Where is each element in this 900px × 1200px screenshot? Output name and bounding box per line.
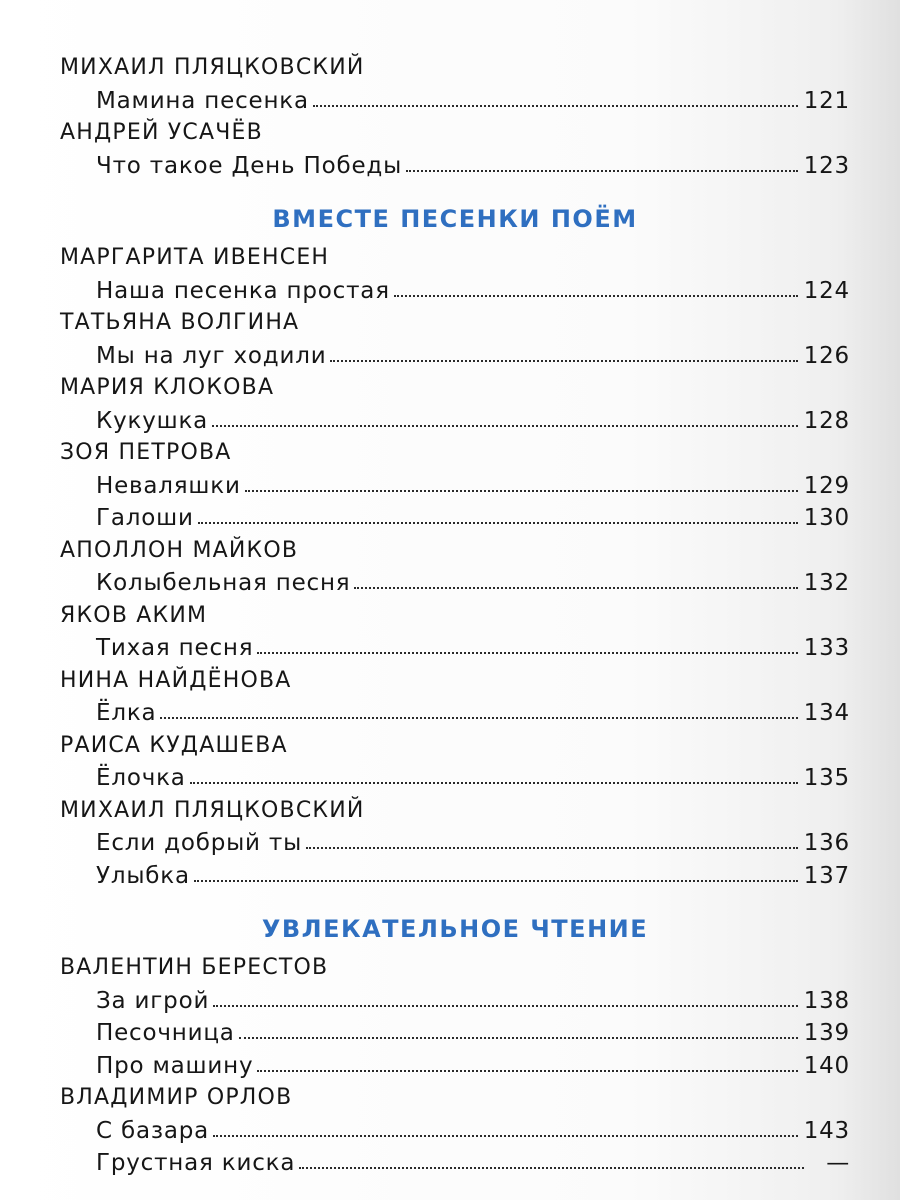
page-number: 132 [803, 570, 850, 596]
entry-title: Наша песенка простая [96, 277, 390, 304]
entry-title: Тихая песня [96, 635, 254, 661]
dot-leader [212, 425, 798, 427]
page-number: 139 [803, 1020, 850, 1046]
entry-title: Неваляшки [96, 472, 241, 499]
toc-entry [60, 860, 850, 893]
table-of-contents [60, 52, 850, 1180]
toc-entry [60, 502, 850, 535]
author-name: ЯКОВ АКИМ [60, 602, 208, 628]
entry-title: Колыбельная песня [96, 570, 351, 596]
dot-leader [239, 1037, 798, 1039]
dot-leader [313, 105, 798, 107]
section-heading: ВМЕСТЕ ПЕСЕНКИ ПОЁМ [272, 205, 638, 233]
dot-leader [160, 717, 797, 719]
page-number: 138 [803, 987, 850, 1014]
dot-leader [330, 360, 797, 362]
entry-title: Ёлка [96, 700, 157, 726]
dot-leader [194, 880, 798, 882]
page-number: 140 [803, 1052, 850, 1079]
dot-leader [406, 170, 798, 172]
toc-entry [60, 1115, 850, 1148]
dot-leader [306, 847, 798, 849]
dot-leader [299, 1167, 804, 1169]
author-name: ЗОЯ ПЕТРОВА [60, 440, 232, 465]
toc-entry [60, 150, 850, 183]
page-number: — [826, 1150, 850, 1176]
dot-leader [213, 1135, 798, 1137]
entry-title: Мы на луг ходили [96, 342, 327, 369]
entry-title: Что такое День Победы [96, 152, 403, 179]
page-number: 135 [803, 765, 850, 791]
toc-entry [60, 632, 850, 665]
toc-entry [60, 405, 850, 438]
author-name: ВАЛЕНТИН БЕРЕСТОВ [60, 955, 329, 980]
dot-leader [257, 652, 797, 654]
page-number: 130 [803, 505, 850, 531]
entry-title: Ёлочка [96, 765, 186, 791]
dot-leader [190, 782, 798, 784]
page-number: 128 [803, 407, 850, 434]
toc-entry [60, 340, 850, 373]
toc-entry [60, 567, 850, 600]
entry-title: Кукушка [96, 407, 209, 434]
author-name: АНДРЕЙ УСАЧЁВ [60, 120, 263, 145]
author-name: ВЛАДИМИР ОРЛОВ [60, 1085, 293, 1110]
toc-section [60, 196, 850, 892]
page-number: 121 [803, 87, 850, 114]
toc-entry [60, 985, 850, 1018]
entry-title: Улыбка [96, 862, 190, 889]
dot-leader [213, 1005, 797, 1007]
dot-leader [257, 1070, 797, 1072]
entry-title: Мамина песенка [96, 87, 309, 114]
entry-title: С базара [96, 1117, 210, 1144]
entry-title: Про машину [96, 1052, 254, 1079]
toc-entry [60, 697, 850, 730]
page-number: 136 [803, 830, 850, 856]
page-number: 126 [803, 342, 850, 369]
author-name: МАРИЯ КЛОКОВА [60, 375, 275, 400]
author-name: МИХАИЛ ПЛЯЦКОВСКИЙ [60, 55, 365, 80]
entry-title: За игрой [96, 987, 210, 1014]
toc-section [60, 906, 850, 1180]
author-name: РАИСА КУДАШЕВА [60, 732, 288, 758]
toc-entry [60, 275, 850, 308]
dot-leader [245, 490, 798, 492]
dot-leader [354, 587, 797, 589]
page-number: 134 [803, 700, 850, 726]
page-number: 124 [803, 277, 850, 304]
author-name: АПОЛЛОН МАЙКОВ [60, 537, 299, 563]
entry-title: Если добрый ты [96, 830, 303, 856]
toc-entry [60, 1050, 850, 1083]
toc-entry [60, 1147, 850, 1180]
dot-leader [198, 522, 798, 524]
toc-section [60, 52, 850, 182]
entry-title: Галоши [96, 505, 194, 531]
author-name: ТАТЬЯНА ВОЛГИНА [60, 310, 300, 335]
page-number: 143 [803, 1117, 850, 1144]
section-heading: УВЛЕКАТЕЛЬНОЕ ЧТЕНИЕ [261, 915, 649, 943]
page-number: 137 [803, 862, 850, 889]
author-name: НИНА НАЙДЁНОВА [60, 667, 292, 693]
author-name: МАРГАРИТА ИВЕНСЕН [60, 245, 330, 270]
toc-entry [60, 85, 850, 118]
dot-leader [394, 295, 798, 297]
toc-entry [60, 470, 850, 503]
page-number: 123 [803, 152, 850, 179]
toc-entry [60, 1017, 850, 1050]
page-number: 129 [803, 472, 850, 499]
toc-entry [60, 762, 850, 795]
entry-title: Грустная киска [96, 1150, 296, 1176]
author-name: МИХАИЛ ПЛЯЦКОВСКИЙ [60, 797, 365, 823]
toc-entry [60, 827, 850, 860]
entry-title: Песочница [96, 1020, 235, 1046]
page-number: 133 [803, 635, 850, 661]
